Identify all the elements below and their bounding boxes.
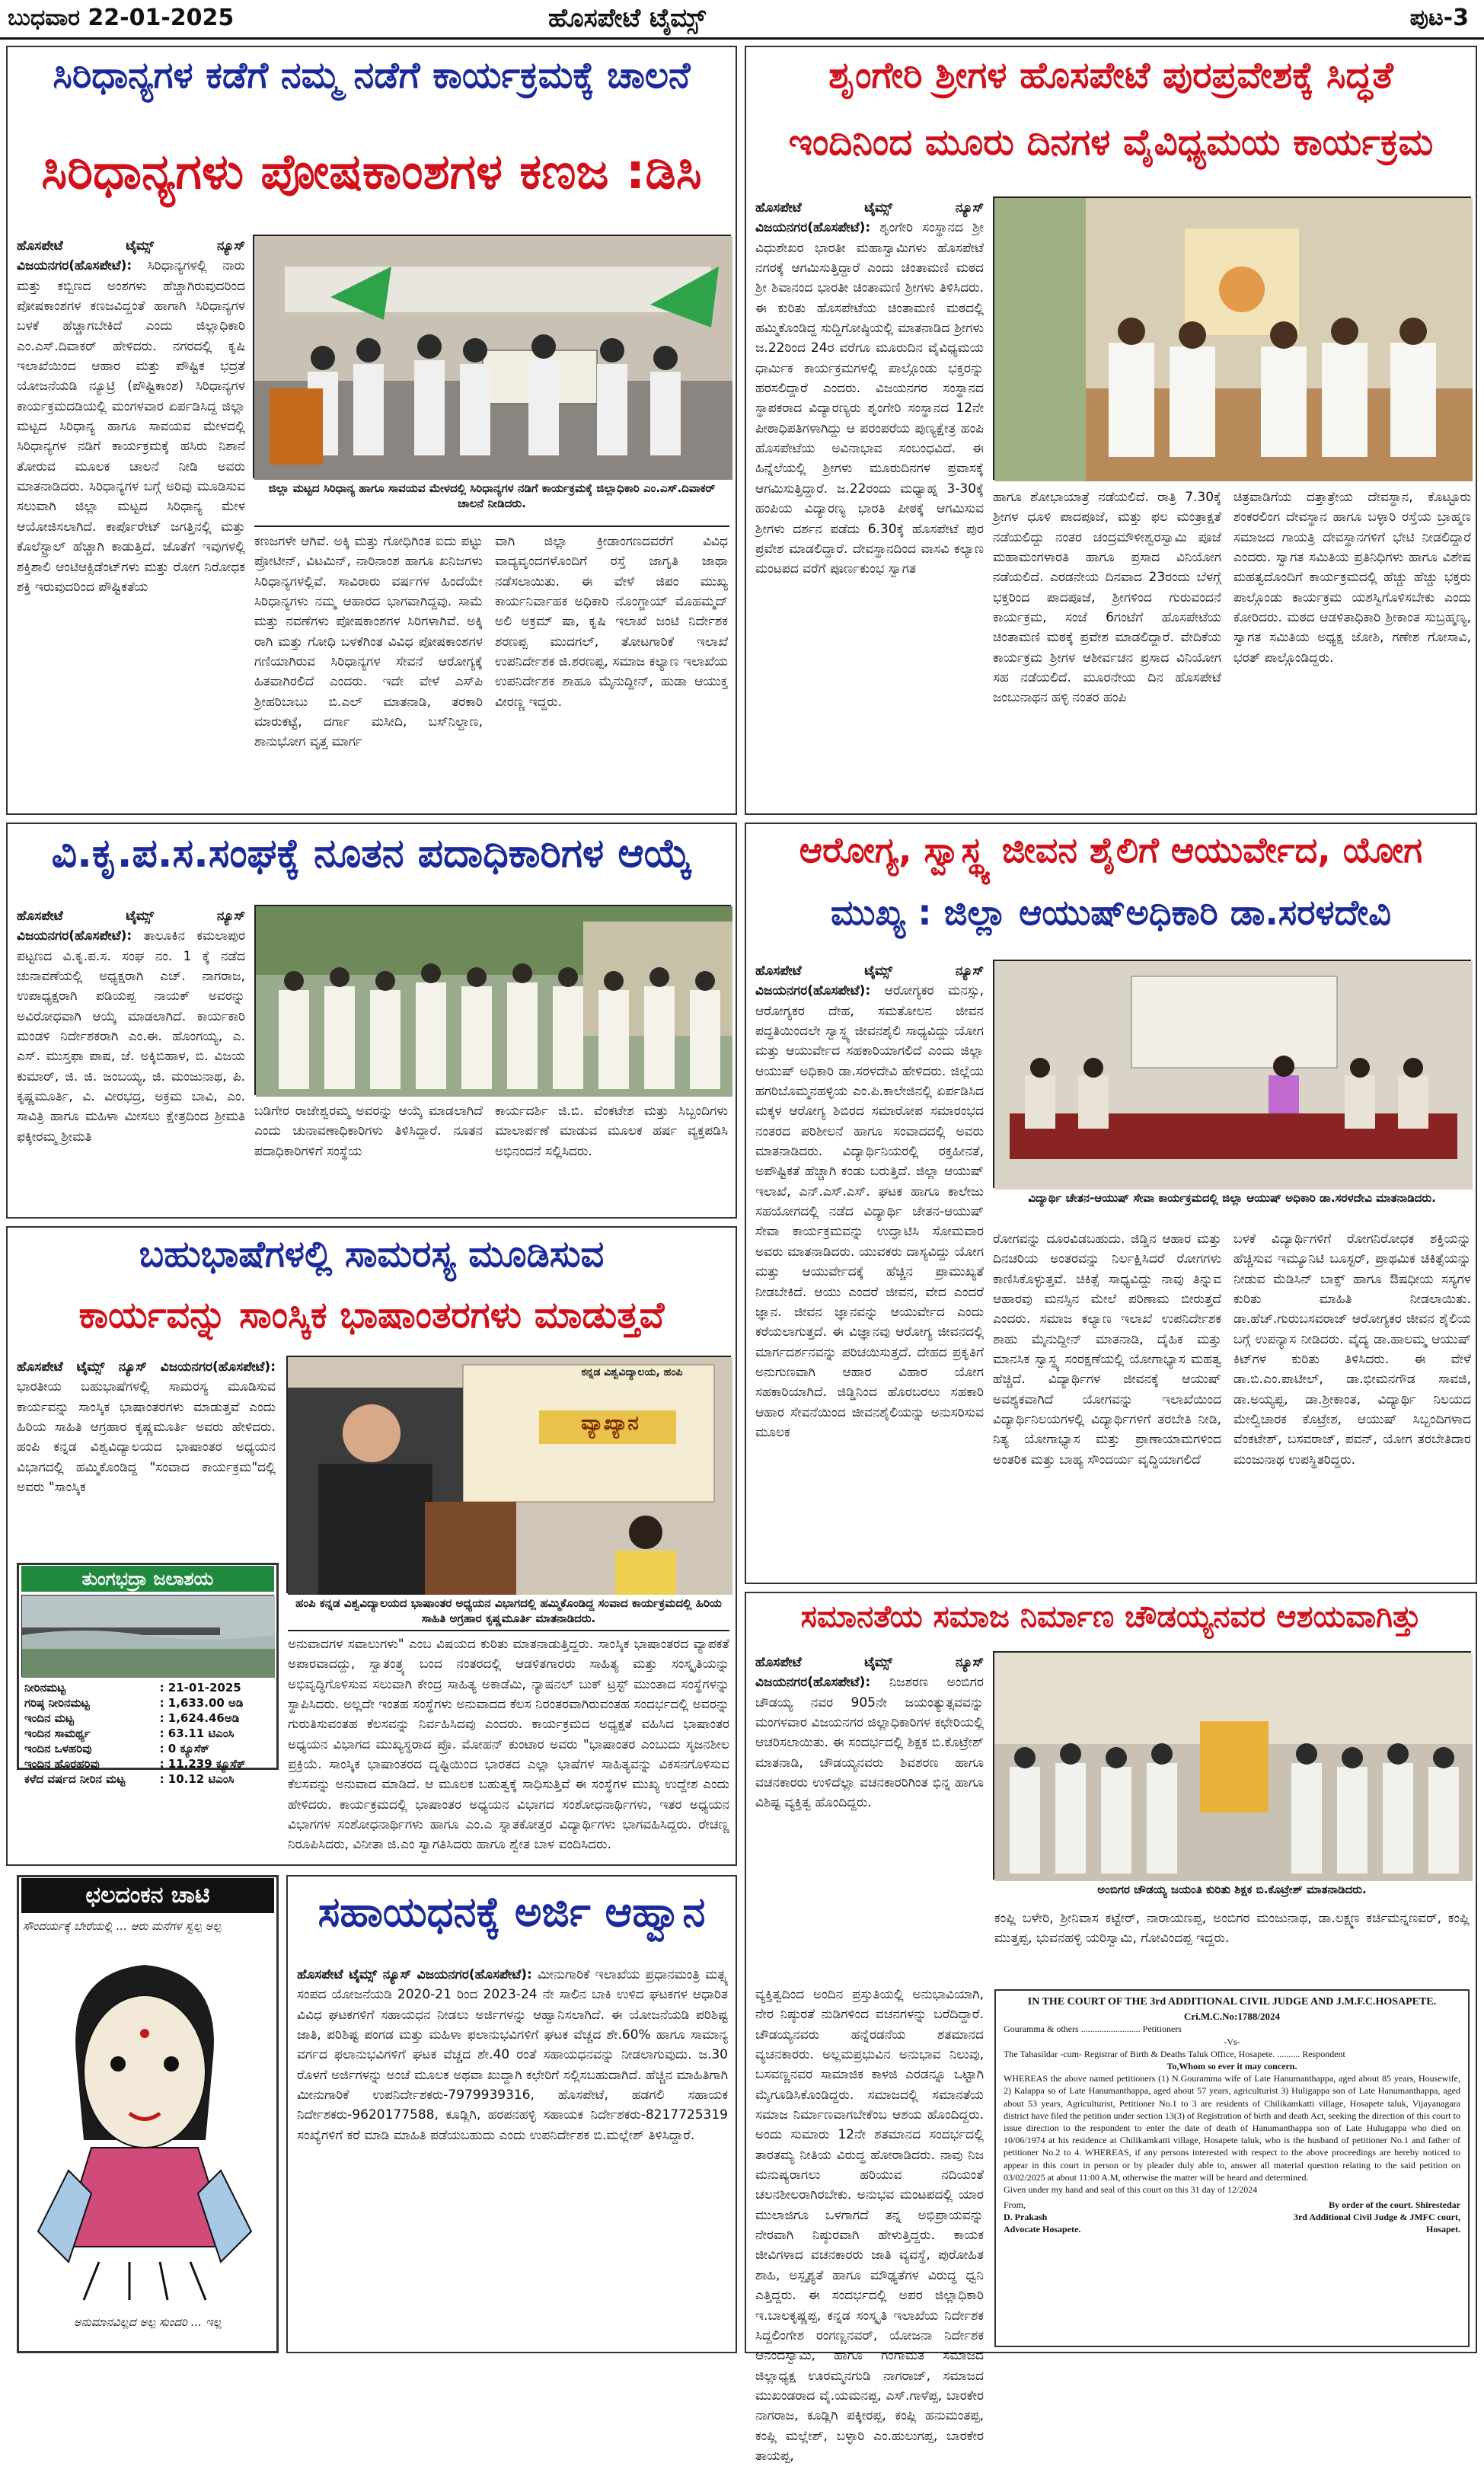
vkpss-headline: ವಿ.ಕೃ.ಪ.ಸ.ಸಂಘಕ್ಕೆ ನೂತನ ಪದಾಧಿಕಾರಿಗಳ ಆಯ್ಕೆ bbox=[51, 831, 692, 877]
cartoon-top-text: ಸೌಂದರ್ಯಕ್ಕೆ ಬೇರೆಯಲ್ಲಿ ... ಆರು ಮನೆಗಳ ಸ್ವಲ್ಪ ಅಲ್ಪ bbox=[23, 1919, 222, 1933]
millets-photo bbox=[253, 235, 731, 478]
court-notice bbox=[994, 1989, 1470, 2347]
ayurveda-column-3: ಬಳಕೆ ವಿದ್ಯಾರ್ಥಿಗಳಿಗೆ ರೋಗನಿರೋಧಕ ಶಕ್ತಿಯನ್ನು ಹೆಚ್ಚಿಸುವ ಇಮ್ಯೂನಿಟಿ ಬೂಸ್ಟರ್, ಪ್ರಾಥಮಿಕ ಚಿಕಿತ್ಸೆಯನ್ನು ನೀಡುವ ಮೆಡಿಸಿನ್ ಬಾಕ್ಸ್ ಹಾಗೂ ಔಷಧೀಯ ಸಸ್ಯಗಳ ಕುರಿತು ಮಾಹಿತಿ ನೀಡಲಾಯಿತು. ಡಾ.ಹೆಚ್.ಗುರುಬಸವರಾಜ್ ಆರೋಗ್ಯಕರ ಜೀವನ ಶೈಲಿಯ ಬಗ್ಗೆ ಉಪನ್ಯಾಸ ನೀಡಿದರು. ವೈದ್ಯ ಡಾ.ಹಾಲಮ್ಮ ಆಯುಷ್ ಕಿಟ್‌ಗಳ ಕುರಿತು ತಿಳಿಸಿದರು. ಈ ವೇಳೆ ಡಾ.ಬಿ.ಎಂ.ಪಾಟೀಲ್, ಡಾ.ಭೀಮನಗೌಡ ಸಾವಜಿ, ಡಾ.ಅಯ್ಯಪ್ಪ, ಡಾ.ಶ್ರೀಕಾಂತ, ವಿದ್ಯಾರ್ಥಿ ನಿಲಯದ ಮೇಲ್ವಿಚಾರಕ ಕೊಟ್ರೇಶ, ಆಯುಷ್ ಸಿಬ್ಬಂದಿಗಳಾದ ವೆಂಕಟೇಶ್, ಬಸವರಾಜ್, ಪವನ್, ಯೋಗ ತರಬೇತಿದಾರ ಮಂಜುನಾಥ ಉಪಸ್ಥಿತರಿದ್ದರು. bbox=[1233, 1231, 1471, 1468]
court-judge: 3rd Additional Civil Judge & JMFC court, Hosapet. bbox=[1293, 2212, 1460, 2235]
cartoon-bottom-text: ಅನುಮಾನವಿಲ್ಲದ ಅಲ್ಪ ಸುಂದರಿ ... ಇಲ್ಲ bbox=[73, 2315, 222, 2329]
equality-intro bbox=[755, 1653, 984, 1980]
dam-value: : 10.12 ಟಿಎಂಸಿ bbox=[159, 1772, 235, 1786]
translation-headline-2: ಕಾರ್ಯವನ್ನು ಸಾಂಸ್ಕಿಕ ಭಾಷಾಂತರಗಳು ಮಾಡುತ್ತವೆ bbox=[78, 1294, 665, 1337]
dam-title: ತುಂಗಭದ್ರಾ ಜಲಾಶಯ bbox=[21, 1566, 274, 1592]
equality-column-1: ವ್ಯಕ್ತಿತ್ವದಿಂದ ಅಂದಿನ ಪ್ರಸ್ತುತಿಯಲ್ಲಿ ಅನುಭಾವಿಯಾಗಿ, ನೇರ ನಿಷ್ಠುರತೆ ನುಡಿಗಳಿಂದ ವಚನಗಳನ್ನು ಬರೆದಿದ್ದಾರೆ. ಚೌಡಯ್ಯನವರು ಹನ್ನೆರಡನೆಯ ಶತಮಾನದ ವ್ಯಚನಕಾರರು. ಅಲ್ಲಮಪ್ರಭುವಿನ ಅನುಭಾವ ನಿಲುವು, ಬಸವಣ್ಣನವರ ಸಾಮಾಜಿಕ ಕಾಳಜಿ ಎರಡನ್ನೂ ಒಟ್ಟಾಗಿ ಮೈಗೂಡಿಸಿಕೊಂಡಿದ್ದರು. ಸಮಾಜದಲ್ಲಿ ಸಮಾನತೆಯ ಸಮಾಜ ನಿರ್ಮಾಣವಾಗಬೇಕೆಂಬ ಆಶಯ ಹೊಂದಿದ್ದರು. ಅಂದು ಸುಮಾರು 12ನೇ ಶತಮಾನದ ಸಂದರ್ಭದಲ್ಲಿ ತಾರತಮ್ಯ ನೀತಿಯ ವಿರುದ್ಧ ಹೋರಾಡಿದರು. ನಾವು ನಿಜ ಮನುಷ್ಯರಾಗಲು ಹರಿಯುವ ನದಿಯಂತೆ ಚಲನಶೀಲರಾಗಿರಬೇಕು. ಅನುಭವ ಮಂಟಪದಲ್ಲಿ ಯಾರ ಮುಲಾಜಿಗೂ ಒಳಗಾಗದೆ ತನ್ನ ಅಭಿಪ್ರಾಯವನ್ನು ನೇರವಾಗಿ ನಿಷ್ಠುರವಾಗಿ ಹೇಳುತ್ತಿದ್ದರು. ಕಾಯಕ ಜೀವಿಗಳಾದ ವಚನಕಾರರು ಜಾತಿ ವ್ಯವಸ್ಥೆ, ಪುರೋಹಿತ ಶಾಹಿ, ಅಸ್ಪೃಶ್ಯತೆ ಹಾಗೂ ಮೌಢ್ಯತೆಗಳ ವಿರುದ್ಧ ಧ್ವನಿ ಎತ್ತಿದ್ದರು. ಈ ಸಂದರ್ಭದಲ್ಲಿ ಅಪರ ಜಿಲ್ಲಾಧಿಕಾರಿ ಇ.ಬಾಲಕೃಷ್ಣಪ್ಪ, ಕನ್ನಡ ಸಂಸ್ಕೃತಿ ಇಲಾಖೆಯ ನಿರ್ದೇಶಕ ಸಿದ್ದಲಿಂಗೇಶ ರಂಗಣ್ಣನವರ್, ಯೋಜನಾ ನಿರ್ದೇಶಕ ಆನಂದಸ್ವಾಮಿ, ಹಾಗೂ ಗಂಗಾಮತ ಸಮಾಜದ ಜಿಲ್ಲಾಧ್ಯಕ್ಷ ಊರಮ್ಮನಗುಡಿ ನಾಗರಾಜ್, ಸಮಾಜದ ಮುಖಂಡರಾದ ವೈ.ಯಮನಪ್ಪ, ಎಸ್.ಗಾಳೆಪ್ಪ, ಬಾರಕೇರ ನಾಗರಾಜ, ಕೂಡ್ಲಿಗಿ ಪಕ್ಕೀರಪ್ಪ, ಕಂಪ್ಲಿ ಹನುಮಂತಪ್ಪ, ಕಂಪ್ಲಿ ಮಲ್ಲೇಶ್, ಬಳ್ಳಾರಿ ಎಂ.ಹುಲುಗಪ್ಪ, ಬಾರಕೇರ ತಾಯಪ್ಪ, bbox=[755, 1987, 984, 2464]
vkpss-dateline: ಹೊಸಪೇಟೆ ಟೈಮ್ಸ್ ನ್ಯೂಸ್ ವಿಜಯನಗರ(ಹೊಸಪೇಟೆ): bbox=[17, 909, 245, 944]
equality-photo bbox=[993, 1651, 1471, 1880]
dam-value: : 11,239 ಕ್ಯೂಸೆಕ್ bbox=[159, 1757, 246, 1771]
equality-caption: ಅಂಬಿಗರ ಚೌಡಯ್ಯ ಜಯಂತಿ ಕುರಿತು ಶಿಕ್ಷಕ ಬಿ.ಕೊಟ್ರೇಶ್ ಮಾತನಾಡಿದರು. bbox=[1097, 1883, 1367, 1896]
millets-column-3: ವಾಗಿ ಜಿಲ್ಲಾ ಕ್ರೀಡಾಂಗಣದವರೆಗೆ ವಿವಿಧ ವಾದ್ಯವೃಂದಗಳೊಂದಿಗೆ ರಸ್ತೆ ಜಾಗೃತಿ ಜಾಥಾ ನಡೆಸಲಾಯಿತು. ಈ ವೇಳೆ ಜಿಪಂ ಮುಖ್ಯ ಕಾರ್ಯನಿರ್ವಾಹಕ ಅಧಿಕಾರಿ ನೊಂಗ್ಜಾಯ್ ಮೊಹಮ್ಮದ್ ಅಲಿ ಅಕ್ರಮ್ ಷಾ, ಕೃಷಿ ಇಲಾಖೆ ಜಂಟಿ ನಿರ್ದೇಶಕ ಶರಣಪ್ಪ ಮುದಗಲ್, ತೋಟಗಾರಿಕೆ ಇಲಾಖೆ ಉಪನಿರ್ದೇಶಕ ಜಿ.ಶರಣಪ್ಪ, ಸಮಾಜ ಕಲ್ಯಾಣ ಇಲಾಖೆಯ ಉಪನಿರ್ದೇಶಕ ಶಾಹೂ ಮೈನುದ್ದೀನ್, ಹುಡಾ ಆಯುಕ್ತ ವೀರಣ್ಣ ಇದ್ದರು. bbox=[495, 534, 728, 710]
dam-value: : 1,624.46ಅಡಿ bbox=[159, 1711, 240, 1725]
equality-intro-text: ನಿಜಶರಣ ಅಂಬಿಗರ ಚೌಡಯ್ಯ ನವರ 905ನೇ ಜಯಂತ್ಯುತ್ಸವವನ್ನು ಮಂಗಳವಾರ ವಿಜಯನಗರ ಜಿಲ್ಲಾಧಿಕಾರಿಗಳ ಕಛೇರಿಯಲ್ಲಿ ಆಚರಿಸಲಾಯಿತು. ಈ ಸಂದರ್ಭದಲ್ಲಿ ಶಿಕ್ಷಕ ಬಿ.ಕೊಟ್ರೇಶ್ ಮಾತನಾಡಿ, ಚೌಡಯ್ಯನವರು ಶಿವಶರಣ ಹಾಗೂ ವಚನಕಾರರು ಉಳಿದೆಲ್ಲಾ ವಚನಕಾರರಿಗಿಂತ ಭಿನ್ನ ಹಾಗೂ ವಿಶಿಷ್ಟ ವ್ಯಕ್ತಿತ್ವ ಹೊಂದಿದ್ದರು. bbox=[755, 1675, 984, 1811]
ayurveda-headline-2: ಮುಖ್ಯ : ಜಿಲ್ಲಾ ಆಯುಷ್‌ಅಧಿಕಾರಿ ಡಾ.ಸರಳದೇವಿ bbox=[830, 892, 1392, 933]
sringeri-text-1: ಶೃಂಗೇರಿ ಸಂಸ್ಥಾನದ ಶ್ರೀ ವಿಧುಶೇಖರ ಭಾರತೀ ಮಹಾಸ್ವಾಮಿಗಳು ಹೊಸಪೇಟೆ ನಗರಕ್ಕೆ ಆಗಮಿಸುತ್ತಿದ್ದಾರೆ ಎಂದು ಚಿಂತಾಮಣಿ ಮಠದ ಶ್ರೀ ಶಿವಾನಂದ ಭಾರತೀ ಚಿಂತಾಮಣಿ ಶ್ರೀಗಳು ತಿಳಿಸಿದರು. ಈ ಕುರಿತು ಹೊಸಪೇಟೆಯ ಚಿಂತಾಮಣಿ ಮಠದಲ್ಲಿ ಹಮ್ಮಿಕೊಂಡಿದ್ದ ಸುದ್ದಿಗೋಷ್ಠಿಯಲ್ಲಿ ಮಾತನಾಡಿದ ಶ್ರೀಗಳು ಜ.22ರಿಂದ 24ರ ವರೆಗೂ ಮೂರುದಿನ ವೈವಿಧ್ಯಮಯ ಧಾರ್ಮಿಕ ಕಾರ್ಯಕ್ರಮಗಳಲ್ಲಿ ಪಾಲ್ಗೊಂಡು ಭಕ್ತರನ್ನು ಹರಸಲಿದ್ದಾರೆ ಎಂದರು. ವಿಜಯನಗರ ಸಂಸ್ಥಾನದ ಸ್ಥಾಪಕರಾದ ವಿದ್ಯಾರಣ್ಯರು ಶೃಂಗೇರಿ ಸಂಸ್ಥಾನದ 12ನೇ ಪೀಠಾಧಿಪತಿಗಳಾಗಿದ್ದು ಆ ಪರಂಪರೆಯ ಪುಣ್ಯಕ್ಷೇತ್ರ ಹಂಪಿ ಹೊಸಪೇಟೆಯ ಅವಿನಾಭಾವ ಸಂಬಂಧವಿದೆ. ಈ ಹಿನ್ನೆಲೆಯಲ್ಲಿ ಶ್ರೀಗಳು ಮೂರುದಿನಗಳ ಪ್ರವಾಸಕ್ಕೆ ಆಗಮಿಸುತ್ತಿದ್ದಾರೆ. ಜ.22ರಂದು ಮಧ್ಯಾಹ್ನ 3-30ಕ್ಕೆ ಹಂಪಿಯ ವಿದ್ಯಾರಣ್ಯ ಭಾರತಿ ಪೀಠಕ್ಕೆ ಆಗಮಿಸುವ ಶ್ರೀಗಳು ದರ್ಶನ ಪಡೆದು 6.30ಕ್ಕೆ ಹೊಸಪೇಟೆ ಪುರ ಪ್ರವೇಶ ಮಾಡಲಿದ್ದಾರೆ. ದೇವಸ್ಥಾನದಿಂದ ವಾಸವಿ ಕಲ್ಯಾಣ ಮಂಟಪದ ವರೆಗೆ ಪೂರ್ಣಕುಂಭ ಸ್ವಾಗತ bbox=[755, 220, 984, 577]
dam-value: : 63.11 ಟಿಎಂಸಿ bbox=[159, 1727, 235, 1740]
sringeri-headline-1: ಶೃಂಗೇರಿ ಶ್ರೀಗಳ ಹೊಸಪೇಟೆ ಪುರಪ್ರವೇಶಕ್ಕೆ ಸಿದ್ಧತೆ bbox=[828, 54, 1393, 97]
translation-intro-text: ಭಾರತೀಯ ಬಹುಭಾಷೆಗಳಲ್ಲಿ ಸಾಮರಸ್ಯ ಮೂಡಿಸುವ ಕಾರ್ಯವನ್ನು ಸಾಂಸ್ಕಿಕ ಭಾಷಾಂತರಗಳು ಮಾಡುತ್ತವೆ ಎಂದು ಹಿರಿಯ ಸಾಹಿತಿ ಆಗ್ರಹಾರ ಕೃಷ್ಣಮೂರ್ತಿ ಅವರು ಹೇಳಿದರು. ಹಂಪಿ ಕನ್ನಡ ವಿಶ್ವವಿದ್ಯಾಲಯದ ಭಾಷಾಂತರ ಅಧ್ಯಯನ ವಿಭಾಗದಲ್ಲಿ ಹಮ್ಮಿಕೊಂಡಿದ್ದ "ಸಂವಾದ ಕಾರ್ಯಕ್ರಮ"ದಲ್ಲಿ ಅವರು "ಸಾಂಸ್ಕಿಕ bbox=[17, 1379, 276, 1496]
application-dateline: ಹೊಸಪೇಟೆ ಟೈಮ್ಸ್ ನ್ಯೂಸ್ ವಿಜಯನಗರ(ಹೊಸಪೇಟೆ): bbox=[297, 1967, 532, 1982]
dam-row bbox=[23, 1711, 274, 1726]
vkpss-column-2: ಬಡಿಗೇರ ರಾಜೇಶ್ವರಮ್ಮ ಅವರನ್ನು ಆಯ್ಕೆ ಮಾಡಲಾಗಿದೆ ಎಂದು ಚುನಾವಣಾಧಿಕಾರಿಗಳು ತಿಳಿಸಿದ್ದಾರೆ. ನೂತನ ಪದಾಧಿಕಾರಿಗಳಿಗೆ ಸಂಸ್ಥೆಯ bbox=[254, 1104, 483, 1159]
application-text: ಮೀನುಗಾರಿಕೆ ಇಲಾಖೆಯ ಪ್ರಧಾನಮಂತ್ರಿ ಮತ್ಸ್ಯ ಸಂಪದ ಯೋಜನೆಯಡಿ 2020-21 ರಿಂದ 2023-24 ನೇ ಸಾಲಿನ ಬಾಕಿ ಉಳಿದ ಘಟಕಗಳ ಆಧಾರಿತ ವಿವಿಧ ಘಟಕಗಳಿಗೆ ಸಹಾಯಧನ ನೀಡಲು ಅರ್ಜಿಗಳನ್ನು ಆಹ್ವಾನಿಸಲಾಗಿದೆ. ಈ ಯೋಜನೆಯಡಿ ಪರಿಶಿಷ್ಟ ಜಾತಿ, ಪರಿಶಿಷ್ಟ ಪಂಗಡ ಮತ್ತು ಮಹಿಳಾ ಫಲಾನುಭವಿಗಳಿಗೆ ಘಟಕ ವೆಚ್ಚದ ಶೇ.60% ಹಾಗೂ ಸಾಮಾನ್ಯ ವರ್ಗದ ಫಲಾನುಭವಿಗಳಿಗೆ ಘಟಕ ವೆಚ್ಚದ ಶೇ.40 ರಂತೆ ಸಹಾಯಧನವನ್ನು ನೀಡಲಾಗುವುದು. ಜ.30 ರೊಳಗೆ ಅರ್ಜಿಗಳನ್ನು ಅಂಚೆ ಮೂಲಕ ಅಥವಾ ಖುದ್ದಾಗಿ ಕಛೇರಿಗೆ ಸಲ್ಲಿಸಬಹುದಾಗಿದೆ. ಹೆಚ್ಚಿನ ಮಾಹಿತಿಗಾಗಿ ಮೀನುಗಾರಿಕೆ ಉಪನಿರ್ದೇಶಕರು-7979939316, ಹೊಸಪೇಟೆ, ಹಡಗಲಿ ಸಹಾಯಕ ನಿರ್ದೇಶಕರು-9620177588, ಕೂಡ್ಲಿಗಿ, ಹರಪನಹಳ್ಳಿ ಸಹಾಯಕ ನಿರ್ದೇಶಕರು-8217725319 ಸಂಖ್ಯೆಗಳಿಗೆ ಕರೆ ಮಾಡಿ ಮಾಹಿತಿ ಪಡೆಯಬಹುದು ಎಂದು ಉಪನಿರ್ದೇಶಕ ಬಿ.ಮಲ್ಲೇಶ್ ತಿಳಿಸಿದ್ದಾರೆ. bbox=[297, 1967, 729, 2143]
court-advocate: D. Prakash bbox=[1004, 2212, 1048, 2223]
court-respondent: The Tahasildar -cum- Registrar of Birth & Deaths Taluk Office, Hosapete. .......... Respondent bbox=[1004, 2048, 1345, 2059]
translation-dateline: ಹೊಸಪೇಟೆ ಟೈಮ್ಸ್ ನ್ಯೂಸ್ ವಿಜಯನಗರ(ಹೊಸಪೇಟೆ): bbox=[17, 1359, 276, 1375]
translation-headline-1: ಬಹುಭಾಷೆಗಳಲ್ಲಿ ಸಾಮರಸ್ಯ ಮೂಡಿಸುವ bbox=[139, 1233, 605, 1276]
equality-headline: ಸಮಾನತೆಯ ಸಮಾಜ ನಿರ್ಮಾಣ ಚೌಡಯ್ಯನವರ ಆಶಯವಾಗಿತ್ತು bbox=[800, 1599, 1422, 1634]
dam-table bbox=[23, 1680, 274, 1787]
masthead bbox=[0, 0, 1484, 40]
vkpss-text-1: ತಾಲೂಕಿನ ಕಮಲಾಪುರ ಪಟ್ಟಣದ ವಿ.ಕೃ.ಪ.ಸ. ಸಂಘ ನಂ. 1 ಕ್ಕೆ ನಡೆದ ಚುನಾವಣೆಯಲ್ಲಿ ಅಧ್ಯಕ್ಷರಾಗಿ ಎಚ್. ನಾಗರಾಜ, ಉಪಾಧ್ಯಕ್ಷರಾಗಿ ಪಡಿಯಪ್ಪ ನಾಯಕ್ ಅವರನ್ನು ಅವಿರೋಧವಾಗಿ ಆಯ್ಕೆ ಮಾಡಲಾಗಿದೆ. ಕಾರ್ಯಕಾರಿ ಮಂಡಳಿ ನಿರ್ದೇಶಕರಾಗಿ ಎಂ.ಈ. ಹೊಂಗಯ್ಯ, ಎ. ಎಸ್. ಮುಸ್ತಫಾ ಪಾಷ, ಜೆ. ಅಕ್ಕಿಬಿಹಾಳ, ಬಿ. ವಿಜಯ ಕುಮಾರ್, ಜಿ. ಜಿ. ಜಂಬಯ್ಯ, ಜಿ. ಮಂಜುನಾಥ, ಪಿ. ಕೃಷ್ಣಮೂರ್ತಿ, ವಿ. ವೀರಭದ್ರ, ಅಕ್ರಮ ಬಾವಿ, ಎಂ. ಸಾವಿತ್ರಿ ಹಾಗೂ ಮಹಿಳಾ ಮೀಸಲು ಕ್ಷೇತ್ರದಿಂದ ಶ್ರೀಮತಿ ಫಕ್ಕೀರಮ್ಮ ಶ್ರೀಮತಿ bbox=[17, 928, 245, 1145]
dam-label: ನೀರಿನಮಟ್ಟ bbox=[24, 1681, 66, 1695]
equality-column-2: ಕಂಪ್ಲಿ ಬಳೇರಿ, ಶ್ರೀನಿವಾಸ ಕಟ್ಟೇರ್, ನಾರಾಯಣಪ್ಪ, ಅಂಬಿಗರ ಮಂಜುನಾಥ, ಡಾ.ಲಕ್ಷ್ಮಣ ಕರ್ಚಿಮನ್ನಣವರ್, ಕಂಪ್ಲಿ ಮುತ್ತಪ್ಪ, ಭುವನಹಳ್ಳಿ ಯರಿಸ್ವಾಮಿ, ಗೋವಿಂದಪ್ಪ ಇದ್ದರು. bbox=[994, 1911, 1470, 1947]
dam-row bbox=[23, 1756, 274, 1771]
sringeri-dateline: ಹೊಸಪೇಟೆ ಟೈಮ್ಸ್ ನ್ಯೂಸ್ ವಿಜಯನಗರ(ಹೊಸಪೇಟೆ): bbox=[755, 200, 984, 236]
sringeri-column-3: ಚಿತ್ರವಾಡಿಗೆಯ ದತ್ತಾತ್ರೇಯ ದೇವಸ್ಥಾನ, ಕೊಟ್ಟೂರು ಶಂಕರಲಿಂಗ ದೇವಸ್ಥಾನ ಹಾಗೂ ಬಳ್ಳಾರಿ ರಸ್ತೆಯ ಬ್ರಾಹ್ಮಣ ಸಮಾಜದ ಗಾಯತ್ರಿ ದೇವಸ್ಥಾನಗಳಿಗೆ ಭೇಟಿ ನೀಡಲಿದ್ದಾರೆ ಎಂದರು. ಸ್ವಾಗತ ಸಮಿತಿಯ ಪ್ರತಿನಿಧಿಗಳು ಹಾಗೂ ವಿಶೇಷ ಮಹತ್ವದೊಂದಿಗೆ ಕಾರ್ಯಕ್ರಮದಲ್ಲಿ ಹೆಚ್ಚು ಹೆಚ್ಚು ಭಕ್ತರು ಪಾಲ್ಗೊಂಡು ಕಾರ್ಯಕ್ರಮ ಯಶಸ್ವಿಗೊಳಿಸಬೇಕು ಎಂದು ಕೋರಿದರು. ಮಠದ ಆಡಳಿತಾಧಿಕಾರಿ ಶ್ರೀಕಾಂತ ಸುಬ್ರಹ್ಮಣ್ಯ, ಸ್ವಾಗತ ಸಮಿತಿಯ ಅಧ್ಯಕ್ಷ ಜೋಶಿ, ಗಣೇಶ ಗೋಸಾವಿ, ಭರತ್ ಪಾಲ್ಗೊಂಡಿದ್ದರು. bbox=[1233, 490, 1471, 666]
dam-row bbox=[23, 1726, 274, 1741]
sringeri-column-1 bbox=[755, 198, 984, 807]
cartoon-title: ಛಲದಂಕನ ಚಾಟಿ bbox=[21, 1878, 274, 1913]
ayurveda-caption: ವಿದ್ಯಾರ್ಥಿ ಚೇತನ-ಆಯುಷ್ ಸೇವಾ ಕಾರ್ಯಕ್ರಮದಲ್ಲಿ ಜಿಲ್ಲಾ ಆಯುಷ್ ಅಧಿಕಾರಿ ಡಾ.ಸರಳದೇವಿ ಮಾತನಾಡಿದರು. bbox=[1028, 1191, 1436, 1205]
court-order: By order of the court. Shirestedar bbox=[1329, 2199, 1460, 2211]
translation-caption: ಹಂಪಿ ಕನ್ನಡ ವಿಶ್ವವಿದ್ಯಾಲಯದ ಭಾಷಾಂತರ ಅಧ್ಯಯನ ವಿಭಾಗದಲ್ಲಿ ಹಮ್ಮಿಕೊಂಡಿದ್ದ ಸಂವಾದ ಕಾರ್ಯಕ್ರಮದಲ್ಲಿ ಹಿರಿಯ ಸಾಹಿತಿ ಅಗ್ರಹಾರ ಕೃಷ್ಣಮೂರ್ತಿ ಮಾತನಾಡಿದರು. bbox=[295, 1596, 722, 1625]
dam-label: ಗರಿಷ್ಠ ನೀರಿನಮಟ್ಟ bbox=[24, 1696, 90, 1710]
court-petitioners: Gouramma & others .......................... Petitioners bbox=[1004, 2024, 1182, 2035]
dam-row bbox=[23, 1741, 274, 1756]
ayurveda-column-2: ರೋಗವನ್ನು ದೂರವಿಡಬಹುದು. ಜಿಡ್ಡಿನ ಆಹಾರ ಮತ್ತು ದಿನಚರಿಯ ಅಂತರವನ್ನು ನಿರ್ಲಕ್ಷಿಸಿದರೆ ರೋಗಗಳು ಕಾಣಿಸಿಕೊಳ್ಳುತ್ತವೆ. ಚಿಕಿತ್ಸೆ ಸಾಧ್ಯವಿದ್ದು ನಾವು ತಿನ್ನುವ ಆಹಾರವು ಮನಸ್ಸಿನ ಮೇಲೆ ಪರಿಣಾಮ ಬೀರುತ್ತದೆ ಎಂದರು. ಸಮಾಜ ಕಲ್ಯಾಣ ಇಲಾಖೆ ಉಪನಿರ್ದೇಶಕ ಶಾಹು ಮೈನುದ್ದೀನ್ ಮಾತನಾಡಿ, ದೈಹಿಕ ಮತ್ತು ಮಾನಸಿಕ ಸ್ವಾಸ್ಥ್ಯ ಸಂರಕ್ಷಣೆಯಲ್ಲಿ ಯೋಗಾಭ್ಯಾಸ ಮಹತ್ವ ಹೆಚ್ಚಿದೆ. ವಿದ್ಯಾರ್ಥಿಗಳ ಜೀವನಕ್ಕೆ ಆಯುಷ್ ಅವಶ್ಯಕವಾಗಿದೆ ಯೋಗವನ್ನು ಇಲಾಖೆಯಿಂದ ವಿದ್ಯಾರ್ಥಿನಿಲಯಗಳಲ್ಲಿ ವಿದ್ಯಾರ್ಥಿಗಳಿಗೆ ತರಬೇತಿ ನೀಡಿ, ನಿತ್ಯ ಯೋಗಾಭ್ಯಾಸ ಮತ್ತು ಪ್ರಾಣಾಯಾಮಗಳಿಂದ ಅಂತರಿಕ ಮತ್ತು ಬಾಹ್ಯ ಸೌಂದರ್ಯ ವೃದ್ಧಿಯಾಗಲಿದೆ bbox=[993, 1231, 1221, 1468]
translation-caption-rule bbox=[288, 1630, 729, 1631]
ayurveda-column-1 bbox=[755, 961, 984, 1576]
dam-row bbox=[23, 1680, 274, 1695]
application-body bbox=[297, 1965, 728, 2346]
court-to: To,Whom so ever it may concern. bbox=[1166, 2061, 1297, 2072]
millets-column-1 bbox=[17, 236, 245, 807]
dam-label: ಇಂದಿನ ಒಳಹರಿವು bbox=[24, 1742, 92, 1755]
dam-label: ಕಳೆದ ವರ್ಷದ ನೀರಿನ ಮಟ್ಟ bbox=[24, 1772, 126, 1786]
sringeri-column-2: ಹಾಗೂ ಶೋಭಾಯಾತ್ರೆ ನಡೆಯಲಿದೆ. ರಾತ್ರಿ 7.30ಕ್ಕೆ ಶ್ರೀಗಳ ಧೂಳಿ ಪಾದಪೂಜೆ, ಮತ್ತು ಫಲ ಮಂತ್ರಾಕ್ಷತೆ ನಡೆಯಲಿದ್ದು ನಂತರ ಚಂದ್ರಮೌಳೀಶ್ವರಸ್ವಾಮಿ ಪೂಜೆ ಮಹಾಮಂಗಳಾರತಿ ಹಾಗೂ ಪ್ರಸಾದ ವಿನಿಯೋಗ ನಡೆಯಲಿದೆ. ಎರಡನೇಯ ದಿನವಾದ 23ರಂದು ಬೆಳಗ್ಗೆ ಭಕ್ತರಿಂದ ಪಾದಪೂಜೆ, ಶ್ರೀಗಳಿಂದ ಗುರುವಂದನೆ ಕಾರ್ಯಕ್ರಮ, ಸಂಜೆ 6ಗಂಟೆಗೆ ಹೊಸಪೇಟೆಯ ಚಿಂತಾಮಣಿ ಮಠಕ್ಕೆ ಪ್ರವೇಶ ಮಾಡಲಿದ್ದಾರೆ. ವೇದಿಕೆಯ ಕಾರ್ಯಕ್ರಮ ಶ್ರೀಗಳ ಆಶೀರ್ವಚನ ಪ್ರಸಾದ ವಿನಿಯೋಗ ಸಹ ನಡೆಯಲಿದೆ. ಮೂರನೇಯ ದಿನ ಹೊಸಪೇಟೆ ಜಂಬುನಾಥನ ಹಳ್ಳಿ ನಂತರ ಹಂಪಿ bbox=[993, 490, 1221, 706]
translation-banner: ವ್ಯಾಖ್ಯಾನ bbox=[581, 1412, 639, 1435]
ayurveda-dateline: ಹೊಸಪೇಟೆ ಟೈಮ್ಸ್ ನ್ಯೂಸ್ ವಿಜಯನಗರ(ಹೊಸಪೇಟೆ): bbox=[755, 963, 984, 999]
translation-body: ಅನುವಾದಗಳ ಸವಾಲುಗಳು" ಎಂಬ ವಿಷಯದ ಕುರಿತು ಮಾತನಾಡುತ್ತಿದ್ದರು. ಸಾಂಸ್ಕಿಕ ಭಾಷಾಂತರದ ವ್ಯಾಪಕತೆ ಅಪಾರವಾದದ್ದು, ಸ್ವಾತಂತ್ರ್ಯ ಬಂದ ನಂತರದಲ್ಲಿ ಆಡಳಿತಗಾರರು ಸಾಹಿತ್ಯ ಮತ್ತು ಸಂಸ್ಕೃತಿಯನ್ನು ಅಭಿವೃದ್ಧಿಗೊಳಿಸುವ ಸಲುವಾಗಿ ಕೇಂದ್ರ ಸಾಹಿತ್ಯ ಅಕಾಡೆಮಿ, ನ್ಯಾಷನಲ್ ಬುಕ್ ಟ್ರಸ್ಟ್ ಮುಂತಾದ ಸಂಸ್ಥೆಗಳನ್ನು ಸ್ಥಾಪಿಸಿದರು. ಅಲ್ಲದೇ ಇಂತಹ ಸಂಸ್ಥೆಗಳು ಅನುವಾದದ ಕೆಲಸ ನಿರಂತರವಾಗಿರುವಂತಹ ಸಂದರ್ಭದಲ್ಲಿ ಅವರನ್ನು ಗುರುತಿಸುವಂತಹ ಕೆಲಸವನ್ನು ನಿರ್ವಹಿಸಿದವು ಎಂದರು. ಕಾರ್ಯಕ್ರಮದ ಅಧ್ಯಕ್ಷತೆ ವಹಿಸಿದ ಭಾಷಾಂತರ ಅಧ್ಯಯನ ವಿಭಾಗದ ಮುಖ್ಯಸ್ಥರಾದ ಪ್ರೊ. ಮೋಹನ್ ಕುಂಟಾರ ಅವರು "ಭಾಷಾಂತರ ಎಂಬುದು ಸೃಜನಶೀಲ ಪ್ರಕ್ರಿಯೆ. ಸಾಂಸ್ಕಿಕ ಭಾಷಾಂತರದ ದೃಷ್ಟಿಯಿಂದ ಭಾರತದ ಎಲ್ಲಾ ಭಾಷೆಗಳ ಸಾಹಿತ್ಯವನ್ನು ವಿಕಸನಗೊಳಿಸುವ ಕೆಲಸವನ್ನು ಅನುವಾದ ಮಾಡಿದೆ. ಆ ಮೂಲಕ ಬಹುತ್ವಕ್ಕೆ ಸಾಧಿಸುತ್ತಿವೆ ಈ ಸಂಸ್ಥೆಗಳ ಮುಖ್ಯ ಉದ್ದೇಶ ಎಂದು ಹೇಳಿದರು. ಕಾರ್ಯಕ್ರಮದಲ್ಲಿ ಭಾಷಾಂತರ ಅಧ್ಯಯನ ವಿಭಾಗದ ಸಂಶೋಧನಾರ್ಥಿಗಳು, ಇತರ ಅಧ್ಯಯನ ವಿಭಾಗಗಳ ಸಂಶೋಧನಾರ್ಥಿಗಳು ಹಾಗೂ ಎಂ.ಎ ಸ್ನಾತಕೋತ್ತರ ವಿದ್ಯಾರ್ಥಿಗಳು ಭಾಗವಹಿಸಿದ್ದರು. ರೇಚಣ್ಣ ನಿರೂಪಿಸಿದರು, ವಿನೀತಾ ಜಿ.ಎಂ ಸ್ವಾಗತಿಸಿದರು ಹಾಗೂ ಶ್ವೇತ ಬಾಳ ವಂದಿಸಿದರು. bbox=[288, 1637, 729, 1853]
vkpss-column-3: ಕಾರ್ಯದರ್ಶಿ ಜಿ.ಬಿ. ವೆಂಕಟೇಶ ಮತ್ತು ಸಿಬ್ಬಂದಿಗಳು ಮಾಲಾರ್ಪಣೆ ಮಾಡುವ ಮೂಲಕ ಹರ್ಷ ವ್ಯಕ್ತಪಡಿಸಿ ಅಭಿನಂದನೆ ಸಲ್ಲಿಸಿದರು. bbox=[495, 1104, 728, 1159]
court-from: From, bbox=[1004, 2199, 1026, 2211]
ayurveda-photo bbox=[993, 960, 1471, 1188]
cartoon-illustration bbox=[23, 1942, 273, 2308]
page-number: ಪುಟ-3 bbox=[1409, 5, 1469, 31]
millets-headline-1: ಸಿರಿಧಾನ್ಯಗಳ ಕಡೆಗೆ ನಮ್ಮ ನಡೆಗೆ ಕಾರ್ಯಕ್ರಮಕ್ಕೆ ಚಾಲನೆ bbox=[53, 54, 691, 97]
court-advocate-place: Advocate Hosapete. bbox=[1004, 2224, 1081, 2235]
dam-photo bbox=[21, 1595, 274, 1677]
dam-value: : 21-01-2025 bbox=[159, 1681, 241, 1695]
ayurveda-headline-1: ಆರೋಗ್ಯ, ಸ್ವಾಸ್ಥ್ಯ ಜೀವನ ಶೈಲಿಗೆ ಆಯುರ್ವೇದ, ಯೋಗ bbox=[799, 829, 1423, 870]
application-headline: ಸಹಾಯಧನಕ್ಕೆ ಅರ್ಜಿ ಆಹ್ವಾನ bbox=[318, 1888, 706, 1936]
dam-label: ಇಂದಿನ ಸಾಮರ್ಥ್ಯ bbox=[24, 1727, 91, 1740]
equality-dateline: ಹೊಸಪೇಟೆ ಟೈಮ್ಸ್ ನ್ಯೂಸ್ ವಿಜಯನಗರ(ಹೊಸಪೇಟೆ): bbox=[755, 1655, 984, 1691]
millets-caption-rule bbox=[254, 525, 729, 527]
translation-intro bbox=[17, 1357, 276, 1557]
newspaper-title: ಹೊಸಪೇಟೆ ಟೈಮ್ಸ್ bbox=[548, 3, 706, 34]
millets-text-1: ಸಿರಿಧಾನ್ಯಗಳಲ್ಲಿ ನಾರು ಮತ್ತು ಕಬ್ಬಿಣದ ಅಂಶಗಳು ಹೆಚ್ಚಾಗಿರುವುದರಿಂದ ಪೋಷಕಾಂಶಗಳ ಕಣಜವಿದ್ದಂತೆ ಹಾಗಾಗಿ ಸಿರಿಧಾನ್ಯಗಳ ಬಳಕೆ ಹೆಚ್ಚಾಗಬೇಕಿದೆ ಎಂದು ಜಿಲ್ಲಾಧಿಕಾರಿ ಎಂ.ಎಸ್.ದಿವಾಕರ್ ಹೇಳಿದರು. ನಗರದಲ್ಲಿ ಕೃಷಿ ಇಲಾಖೆಯಿಂದ ಆಹಾರ ಮತ್ತು ಪೌಷ್ಟಿಕ ಭದ್ರತೆ ಯೋಜನೆಯಡಿ ನ್ಯೂಟ್ರಿ (ಪೌಷ್ಟಿಕಾಂಶ) ಸಿರಿಧಾನ್ಯಗಳ ಕಾರ್ಯಕ್ರಮದಡಿಯಲ್ಲಿ ಮಂಗಳವಾರ ಏರ್ಪಡಿಸಿದ್ದ ಜಿಲ್ಲಾ ಮಟ್ಟದ ಸಿರಿಧಾನ್ಯ ಹಾಗೂ ಸಾವಯವ ಮೇಳದಲ್ಲಿ ಸಿರಿಧಾನ್ಯಗಳ ನಡಿಗೆ ಕಾರ್ಯಕ್ರಮಕ್ಕೆ ಹಸಿರು ನಿಶಾನೆ ತೋರುವ ಮೂಲಕ ಚಾಲನೆ ನೀಡಿ ಅವರು ಮಾತನಾಡಿದರು. ಸಿರಿಧಾನ್ಯಗಳ ಬಗ್ಗೆ ಅರಿವು ಮೂಡಿಸುವ ಸಲುವಾಗಿ ಜಿಲ್ಲಾ ಮಟ್ಟದ ಸಿರಿಧಾನ್ಯ ಮೇಳ ಆಯೋಜಿಸಲಾಗಿದೆ. ಕಾರ್ಪೊರೇಟ್ ಜಗತ್ತಿನಲ್ಲಿ ಮತ್ತು ಕೊಲೆಸ್ಟ್ರಾಲ್ ಹೆಚ್ಚಾಗಿ ಕಾಡುತ್ತಿದೆ. ಜೊತೆಗೆ ಇವುಗಳಲ್ಲಿ ಶಕ್ತಿಶಾಲಿ ಆಂಟಿಆಕ್ಸಿಡೆಂಟ್‌ಗಳು ಮತ್ತು ರೋಗ ನಿರೋಧಕ ಶಕ್ತಿ ಇರುವುದರಿಂದ ಪೌಷ್ಟಿಕತೆಯ bbox=[17, 258, 245, 595]
court-case-number: Cri.M.C.No:1788/2024 bbox=[1183, 2010, 1280, 2022]
millets-dateline: ಹೊಸಪೇಟೆ ಟೈಮ್ಸ್ ನ್ಯೂಸ್ ವಿಜಯನಗರ(ಹೊಸಪೇಟೆ): bbox=[17, 238, 245, 274]
vkpss-photo bbox=[254, 905, 731, 1095]
dam-row bbox=[23, 1695, 274, 1711]
translation-banner-top: ಕನ್ನಡ ವಿಶ್ವವಿದ್ಯಾಲಯ, ಹಂಪಿ bbox=[581, 1366, 683, 1378]
dam-value: : 0 ಕ್ಯೂಸೆಕ್ bbox=[159, 1742, 210, 1755]
court-heading: IN THE COURT OF THE 3rd ADDITIONAL CIVIL JUDGE AND J.M.F.C.HOSAPETE. bbox=[1027, 1996, 1437, 2008]
issue-date: ಬುಧವಾರ 22-01-2025 bbox=[8, 5, 235, 31]
vkpss-column-1 bbox=[17, 906, 245, 1211]
dam-row bbox=[23, 1771, 274, 1787]
court-versus: -Vs- bbox=[1224, 2036, 1240, 2047]
millets-caption: ಜಿಲ್ಲಾ ಮಟ್ಟದ ಸಿರಿಧಾನ್ಯ ಹಾಗೂ ಸಾವಯವ ಮೇಳದಲ್ಲಿ ಸಿರಿಧಾನ್ಯಗಳ ನಡಿಗೆ ಕಾರ್ಯಕ್ರಮಕ್ಕೆ ಜಿಲ್ಲಾಧಿಕಾರಿ ಎಂ.ಎಸ್.ದಿವಾಕರ್ ಚಾಲನೆ ನೀಡಿದರು. bbox=[268, 481, 716, 510]
ayurveda-text-1: ಆರೋಗ್ಯಕರ ಮನಸ್ಸು, ಆರೋಗ್ಯಕರ ದೇಹ, ಸಮತೋಲನ ಜೀವನ ಪದ್ಧತಿಯಿಂದಲೇ ಸ್ವಾಸ್ಥ್ಯ ಜೀವನಶೈಲಿ ಸಾಧ್ಯವಿದ್ದು ಯೋಗ ಮತ್ತು ಆಯುರ್ವೇದ ಸಹಕಾರಿಯಾಗಲಿದೆ ಎಂದು ಜಿಲ್ಲಾ ಆಯುಷ್ ಅಧಿಕಾರಿ ಡಾ.ಸರಳದೇವಿ ಹೇಳಿದರು. ಜಿಲ್ಲೆಯ ಹಗರಿಬೊಮ್ಮನಹಳ್ಳಿಯ ಎಂ.ಪಿ.ಕಾಲೇಜಿನಲ್ಲಿ ಏರ್ಪಡಿಸಿದ ಮಕ್ಕಳ ಆರೋಗ್ಯ ಶಿಬಿರದ ಸಮಾರೋಪ ಸಮಾರಂಭದ ನಂತರದ ಪರಿಶೀಲನೆ ಹಾಗೂ ಸಂವಾದದಲ್ಲಿ ಅವರು ಮಾತನಾಡಿದರು. ವಿದ್ಯಾರ್ಥಿನಿಯರಲ್ಲಿ ರಕ್ತಹೀನತೆ, ಅಪೌಷ್ಟಿಕತೆ ಹೆಚ್ಚಾಗಿ ಕಂಡು ಬರುತ್ತಿದೆ. ಜಿಲ್ಲಾ ಆಯುಷ್ ಇಲಾಖೆ, ಎನ್.ಎಸ್.ಎಸ್. ಘಟಕ ಹಾಗೂ ಕಾಲೇಜು ಸಹಯೋಗದಲ್ಲಿ ನಡೆದ ವಿದ್ಯಾರ್ಥಿ ಚೇತನ-ಆಯುಷ್ ಸೇವಾ ಕಾರ್ಯಕ್ರಮವನ್ನು ಉದ್ಘಾಟಿಸಿ ಸೋಮವಾರ ಅವರು ಮಾತನಾಡಿದರು. ಯುವಕರು ದಾಸ್ಯವಿದ್ದು ಯೋಗ ಮತ್ತು ಆಯುರ್ವೇದಕ್ಕೆ ಹೆಚ್ಚಿನ ಪ್ರಾಮುಖ್ಯತೆ ನೀಡಬೇಕಿದೆ. ಆಯು ಎಂದರೆ ಜೀವನ, ವೇದ ಎಂದರೆ ಜ್ಞಾನ. ಜೀವನ ಜ್ಞಾನವನ್ನು ಆಯುರ್ವೇದ ಎಂದು ಕರೆಯಲಾಗುತ್ತದೆ. ಈ ವಿಜ್ಞಾನವು ಆರೋಗ್ಯ ಜೀವನದಲ್ಲಿ ಮಾರ್ಗದರ್ಶನವನ್ನು ಪರಿಚಯಿಸುತ್ತದೆ. ದೇಹದ ಪ್ರಕೃತಿಗೆ ಅನುಗುಣವಾಗಿ ಆಹಾರ ವಿಹಾರ ಯೋಗ ಸಹಕಾರಿಯಾಗಿದೆ. ಜಿಡ್ಡಿನಿಂದ ಹೊರಬರಲು ಸಹಕಾರಿ ಆಹಾರ ಸೇವನೆಯಿಂದ ಜೀವನಶೈಲಿಯನ್ನು ಅನುಸರಿಸುವ ಮೂಲಕ bbox=[755, 983, 985, 1440]
translation-photo bbox=[286, 1356, 731, 1593]
court-body: WHEREAS the above named petitioners (1) N.Gouramma wife of Late Hanumanthappa, aged about 85 years, Housewife, 2) Kalappa so of Late Hanumanthappa, aged about 57 years, agriculturist 3) Huligappa son of Late Hanumanthappa, aged about 53 years, Agriculturist, Petitioner No.1 to 3 are residents of Chilikamkatti village, Hosapete taluk, Vijayanagara district have filed the petition under section 13(3) of Registration of birth and death Act, seeking the direction of this court to issue direction to the respondent to enter the date of death of Hanumanthappa son of Late Hulugappa who died on 10/06/1974 at his residence at Chilikamkatti village, Hosapete taluk, who is the husband of petitioner No.1 and father of petitioner No.2 to 4. WHEREAS, if any persons interested with respect to the above proceedings are hereby noticed to appear in this court in person or by pleader duly able to, answer all material question relating to the said petition on 03/02/2025 at about 11:00 A.M, otherwise the matter will be heard and determined. bbox=[1004, 2073, 1460, 2183]
millets-column-2: ಕಣಜಗಳೇ ಆಗಿವೆ. ಅಕ್ಕಿ ಮತ್ತು ಗೋಧಿಗಿಂತ ಐದು ಪಟ್ಟು ಪ್ರೋಟೀನ್, ವಿಟಮಿನ್, ನಾರಿನಾಂಶ ಹಾಗೂ ಖನಿಜಗಳು ಸಿರಿಧಾನ್ಯಗಳಲ್ಲಿವೆ. ಸಾವಿರಾರು ವರ್ಷಗಳ ಹಿಂದೆಯೇ ಸಿರಿಧಾನ್ಯಗಳು ನಮ್ಮ ಆಹಾರದ ಭಾಗವಾಗಿದ್ದವು. ಸಾಮೆ ಮತ್ತು ನವಣೆಗಳು ಪೋಷಕಾಂಶಗಳ ಸಿರಿಗಳಾಗಿವೆ. ಅಕ್ಕಿ ರಾಗಿ ಮತ್ತು ಗೋಧಿ ಬಳಕೆಗಿಂತ ವಿವಿಧ ಪೋಷಕಾಂಶಗಳ ಗಣಿಯಾಗಿರುವ ಸಿರಿಧಾನ್ಯಗಳ ಸೇವನೆ ಆರೋಗ್ಯಕ್ಕೆ ಹಿತವಾಗಿರಲಿದೆ ಎಂದರು. ಇದೇ ವೇಳೆ ಎಸ್‌ಪಿ ಶ್ರೀಹರಿಬಾಬು ಬಿ.ಎಲ್ ಮಾತನಾಡಿ, ತರಕಾರಿ ಮಾರುಕಟ್ಟೆ, ದರ್ಗಾ ಮಸೀದಿ, ಬಸ್‌ನಿಲ್ದಾಣ, ಶಾನುಭೋಗ ವೃತ್ತ ಮಾರ್ಗ bbox=[254, 534, 483, 750]
court-given: Given under my hand and seal of this court on this 31 day of 12/2024 bbox=[1004, 2183, 1258, 2195]
dam-label: ಇಂದಿನ ಹೊರಹರಿವು bbox=[24, 1757, 100, 1771]
dam-value: : 1,633.00 ಅಡಿ bbox=[159, 1696, 244, 1710]
millets-headline-2: ಸಿರಿಧಾನ್ಯಗಳು ಪೋಷಕಾಂಶಗಳ ಕಣಜ :ಡಿಸಿ bbox=[41, 144, 702, 200]
sringeri-headline-2: ಇಂದಿನಿಂದ ಮೂರು ದಿನಗಳ ವೈವಿಧ್ಯಮಯ ಕಾರ್ಯಕ್ರಮ bbox=[788, 121, 1434, 164]
dam-label: ಇಂದಿನ ಮಟ್ಟ bbox=[24, 1711, 74, 1725]
sringeri-photo bbox=[993, 196, 1471, 480]
